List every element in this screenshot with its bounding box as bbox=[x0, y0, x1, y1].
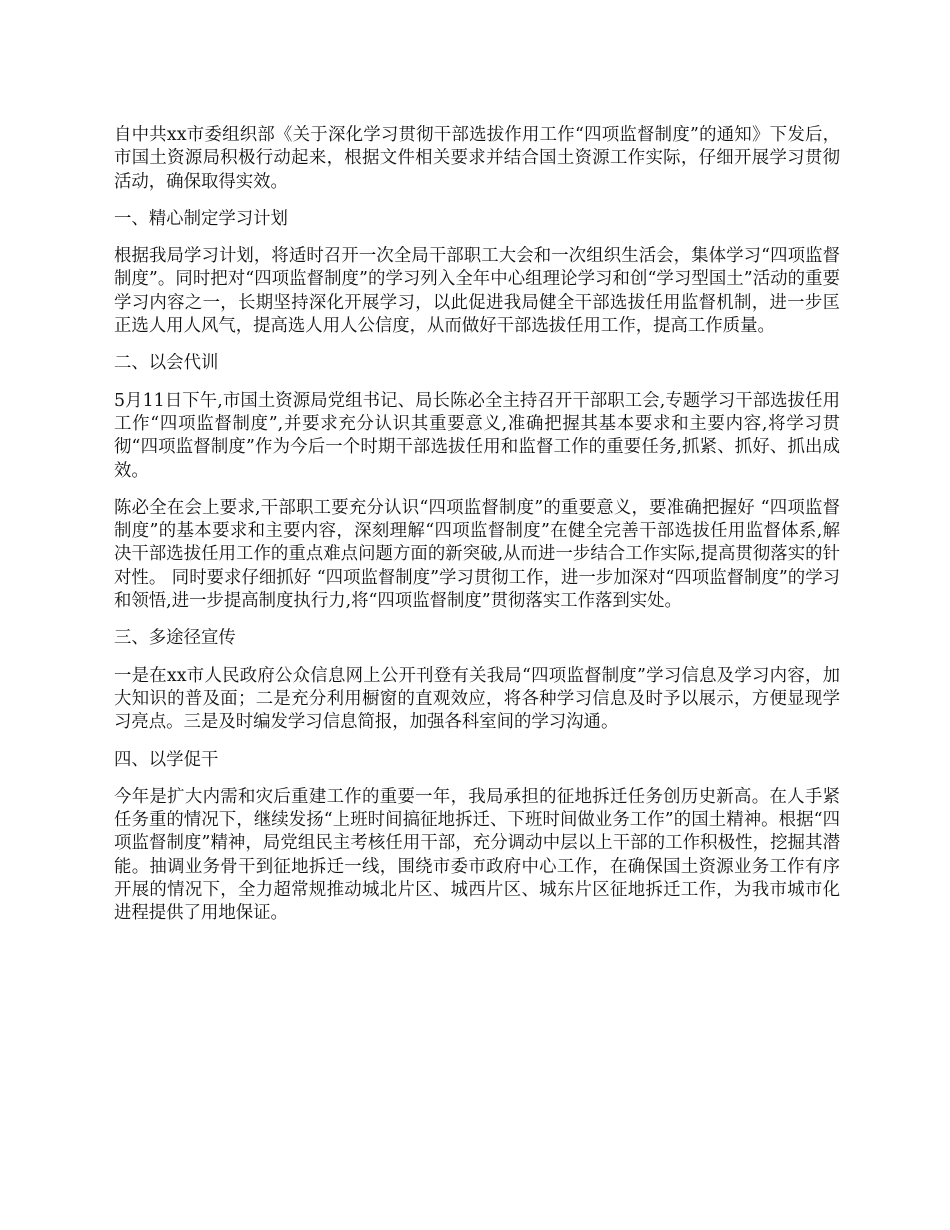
section-2-paragraph-2: 陈必全在会上要求,干部职工要充分认识“四项监督制度”的重要意义，要准确把握好 “四项监督制度”的基本要求和主要内容，深刻理解“四项监督制度”在健全完善干部选拔任用监督体系,解决干部选拔任用工作的重点难点问题方面的新突破,从而进一步结合工作实际,提高贯彻落实的针对性。 同时要求仔细抓好 “四项监督制度”学习贯彻工作，进一步加深对“四项监督制度”的学习和领悟,进一步提高制度执行力,将“四项监督制度”贯彻落实工作落到实处。 bbox=[114, 497, 840, 612]
intro-paragraph: 自中共xx市委组织部《关于深化学习贯彻干部选拔作用工作“四项监督制度”的通知》下发后，市国土资源局积极行动起来，根据文件相关要求并结合国土资源工作实际，仔细开展学习贯彻活动，确保取得实效。 bbox=[114, 125, 840, 192]
section-heading-4: 四、以学促干 bbox=[114, 749, 219, 770]
section-4-paragraph: 今年是扩大内需和灾后重建工作的重要一年，我局承担的征地拆迁任务创历史新高。在人手紧任务重的情况下，继续发扬“上班时间搞征地拆迁、下班时间做业务工作”的国土精神。根据“四项监督制度”精神，局党组民主考核任用干部，充分调动中层以上干部的工作积极性，挖掘其潜能。抽调业务骨干到征地拆迁一线，围绕市委市政府中心工作，在确保国土资源业务工作有序开展的情况下，全力超常规推动城北片区、城西片区、城东片区征地拆迁工作，为我市城市化进程提供了用地保证。 bbox=[114, 786, 840, 924]
section-1-paragraph: 根据我局学习计划，将适时召开一次全局干部职工大会和一次组织生活会，集体学习“四项监督制度”。同时把对“四项监督制度”的学习列入全年中心组理论学习和创“学习型国土”活动的重要学习内容之一，长期坚持深化开展学习，以此促进我局健全干部选拔任用监督机制，进一步匡正选人用人风气，提高选人用人公信度，从而做好干部选拔任用工作，提高工作质量。 bbox=[114, 246, 840, 337]
section-heading-3: 三、多途径宣传 bbox=[114, 628, 236, 649]
section-heading-2: 二、以会代训 bbox=[114, 353, 219, 374]
section-3-paragraph: 一是在xx市人民政府公众信息网上公开刊登有关我局“四项监督制度”学习信息及学习内容，加大知识的普及面；二是充分利用橱窗的直观效应，将各种学习信息及时予以展示，方便显现学习亮点。三是及时编发学习信息简报，加强各科室间的学习沟通。 bbox=[114, 665, 840, 733]
section-heading-1: 一、精心制定学习计划 bbox=[114, 208, 288, 229]
section-2-paragraph-1: 5月11日下午,市国土资源局党组书记、局长陈必全主持召开干部职工会,专题学习干部选拔任用工作“四项监督制度”,并要求充分认识其重要意义,准确把握其基本要求和主要内容,将学习贯彻“四项监督制度”作为今后一个时期干部选拔任用和监督工作的重要任务,抓紧、抓好、抓出成效。 bbox=[114, 390, 840, 481]
